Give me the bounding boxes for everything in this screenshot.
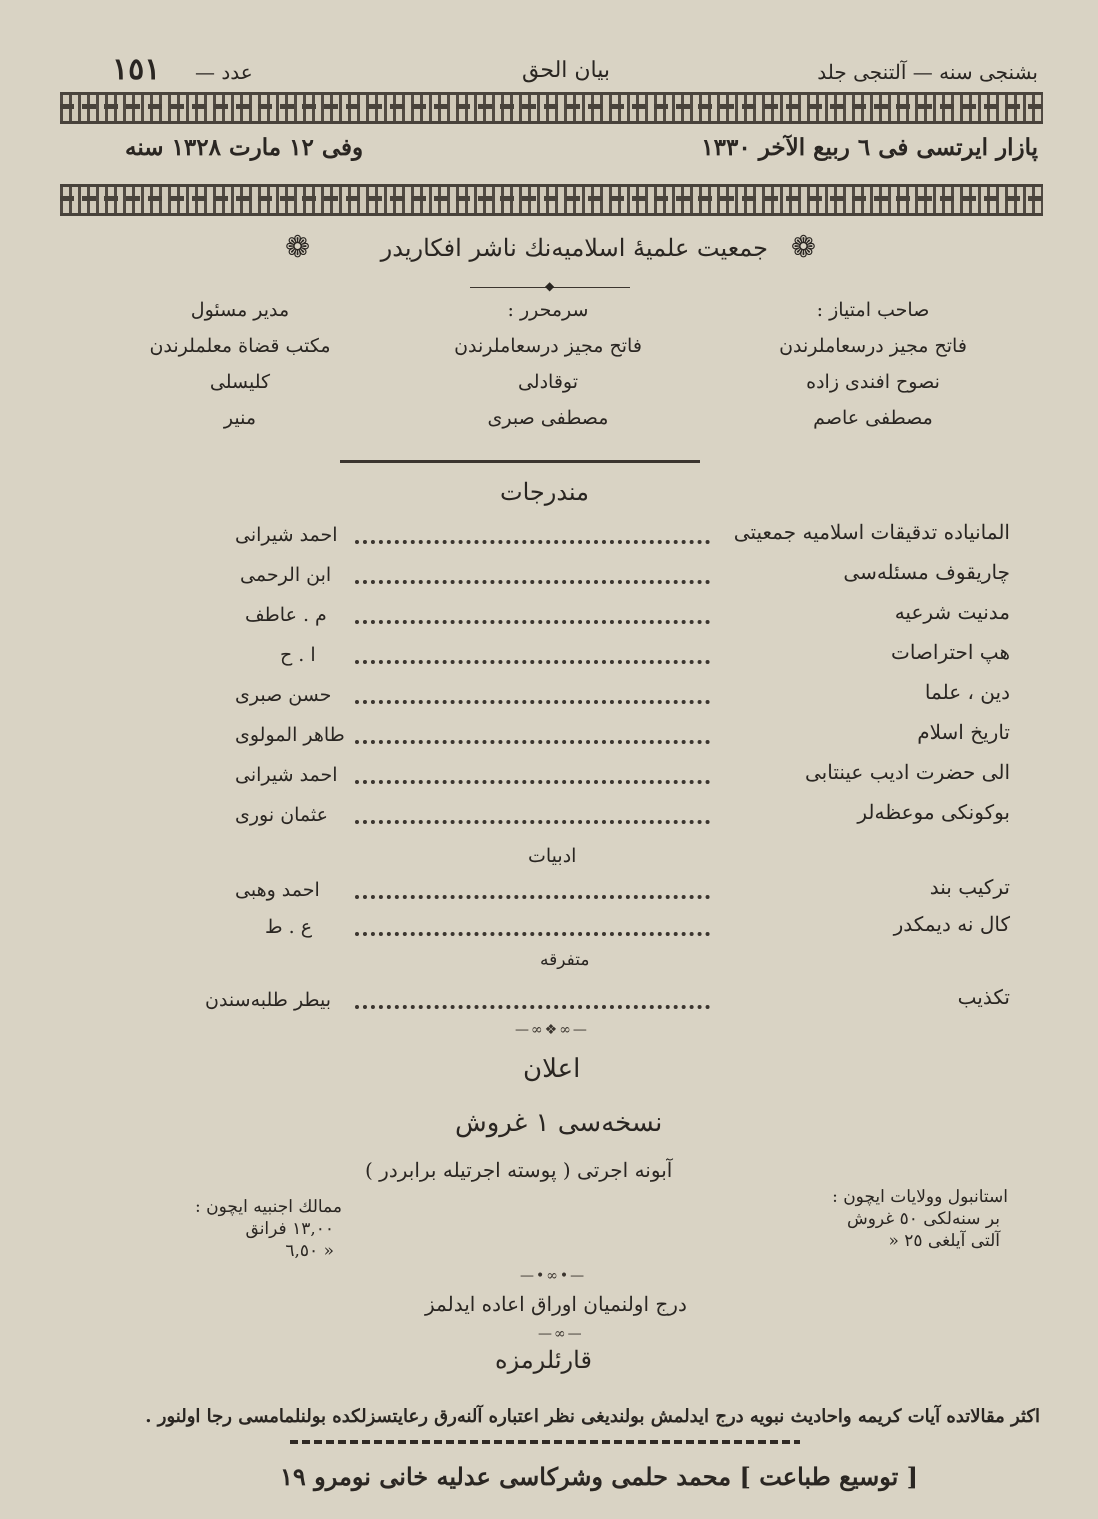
subscription-line: آبونه اجرتی ( پوسته اجرتیله برابردر )	[365, 1158, 673, 1182]
contents-author-6: طاهر المولوی	[235, 724, 345, 746]
contents-author-3: م . عاطف	[245, 604, 327, 626]
top-ornament-band	[60, 92, 1043, 124]
owner-line-3: مصطفی عاصم	[813, 407, 933, 429]
manager-block	[140, 292, 340, 436]
owner-line-2: نصوح افندی زاده	[806, 371, 940, 393]
contents-heading: مندرجات	[500, 478, 590, 506]
editor-line-1: فاتح مجیز درسعاملرندن	[454, 335, 642, 357]
banner-emblem-right: ❁	[790, 230, 816, 265]
notice-divider: —•∞•—	[520, 1268, 587, 1284]
literature-title-1: تركیب بند	[929, 875, 1010, 899]
volume-line: بشنجی سنه — آلتنجی جلد	[817, 60, 1038, 84]
foreign-rates	[195, 1196, 342, 1262]
contents-title-5: دین ، علما	[924, 680, 1010, 704]
manager-line-3: منیر	[223, 407, 257, 429]
misc-heading: متفرقه	[540, 950, 590, 970]
bottom-zigzag-rule	[290, 1440, 800, 1444]
returns-line: درج اولنمیان اوراق اعاده ایدلمز	[425, 1292, 687, 1316]
returns-divider: —∞—	[538, 1326, 584, 1342]
contents-author-2: ابن الرحمی	[240, 564, 332, 586]
readers-text: اكثر مقالاتده آیات كریمه واحادیث نبویه درج ایدلمش بولندیغی نظر اعتباره آلنه‌رق رعایتسزلكده بولنلمامسی رجا اولنور .	[145, 1406, 1040, 1427]
masthead-title: بیان الحق	[522, 58, 610, 83]
contents-author-4: ا . ح	[280, 644, 316, 666]
foreign-line-1: ١٣,٠٠ فرانق	[245, 1219, 334, 1239]
contents-divider: —∞❖∞—	[515, 1022, 589, 1038]
literature-author-2: ع . ط	[265, 916, 313, 938]
contents-title-2: چاریقوف مسئله‌سی	[843, 560, 1010, 584]
editor-block	[448, 292, 648, 436]
banner-emblem-left: ❁	[285, 230, 311, 265]
literature-title-2: كال نه دیمكدر	[893, 912, 1010, 936]
printer-footer: [ توسیع طباعت ] محمد حلمی وشركاسی عدلیه خانی نومرو ١٩	[280, 1462, 919, 1491]
dot-leader-6	[355, 740, 710, 744]
dot-leader-1	[355, 540, 710, 544]
domestic-line-2: آلتی آیلغی ٢٥ «	[888, 1231, 1000, 1251]
dot-leader-10	[355, 932, 710, 936]
price-line: نسخه‌سی ١ غروش	[455, 1108, 663, 1138]
contents-author-8: عثمان نوری	[235, 804, 328, 826]
literature-heading: ادبیات	[528, 845, 577, 867]
contents-title-3: مدنیت شرعیه	[894, 600, 1010, 624]
readers-heading: قارئلرمزه	[495, 1346, 592, 1374]
dot-leader-9	[355, 895, 710, 899]
contents-author-5: حسن صبری	[235, 684, 332, 706]
dot-leader-3	[355, 620, 710, 624]
foreign-label: ممالك اجنبیه ایچون :	[195, 1197, 342, 1217]
rule-dot: ◆	[545, 279, 555, 293]
contents-title-6: تاریخ اسلام	[917, 720, 1010, 744]
dot-leader-2	[355, 580, 710, 584]
contents-author-7: احمد شیرانی	[235, 764, 338, 786]
dot-leader-7	[355, 780, 710, 784]
manager-label: مدیر مسئول	[190, 299, 290, 321]
owner-label: صاحب امتیاز :	[816, 299, 930, 321]
issue-label: عدد —	[195, 60, 253, 84]
contents-title-1: المانیاده تدقیقات اسلامیه جمعیتی	[733, 520, 1010, 544]
contents-title-7: الی حضرت ادیب عینتابی	[805, 760, 1010, 784]
manager-line-2: كلیسلی	[209, 371, 271, 393]
notice-heading: اعلان	[523, 1054, 581, 1084]
editor-line-3: مصطفی صبری	[487, 407, 609, 429]
dot-leader-8	[355, 820, 710, 824]
foreign-line-2: « ٦,٥٠	[285, 1241, 334, 1261]
contents-author-1: احمد شیرانی	[235, 524, 338, 546]
domestic-rates	[832, 1186, 1008, 1252]
contents-title-8: بوكونكی موعظه‌لر	[857, 800, 1010, 824]
dot-leader-4	[355, 660, 710, 664]
owner-line-1: فاتح مجیز درسعاملرندن	[779, 335, 967, 357]
domestic-label: استانبول وولایات ایچون :	[832, 1187, 1008, 1207]
domestic-line-1: بر سنه‌لكی ٥٠ غروش	[846, 1209, 1000, 1229]
literature-author-1: احمد وهبی	[235, 879, 320, 901]
manager-line-1: مكتب قضاة معلملرندن	[149, 335, 331, 357]
editor-line-2: توقادلی	[517, 371, 579, 393]
misc-author-1: بیطر طلبه‌سندن	[205, 989, 332, 1011]
society-banner: جمعیت علمیهٔ اسلامیه‌نك ناشر افكاریدر	[380, 234, 768, 262]
staff-rule	[340, 460, 700, 463]
owner-block	[773, 292, 973, 436]
second-ornament-band	[60, 184, 1043, 216]
misc-title-1: تكذیب	[957, 985, 1010, 1009]
editor-label: سرمحرر :	[507, 299, 589, 321]
date-hijri: پازار ایرتسی فی ٦ ربیع الآخر ١٣٣٠	[701, 134, 1038, 161]
contents-title-4: هپ احتراصات	[891, 640, 1010, 664]
dot-leader-11	[355, 1005, 710, 1009]
issue-number: ١٥١	[112, 52, 161, 87]
date-rumi: وفی ١٢ مارت ١٣٢٨ سنه	[125, 134, 364, 161]
dot-leader-5	[355, 700, 710, 704]
